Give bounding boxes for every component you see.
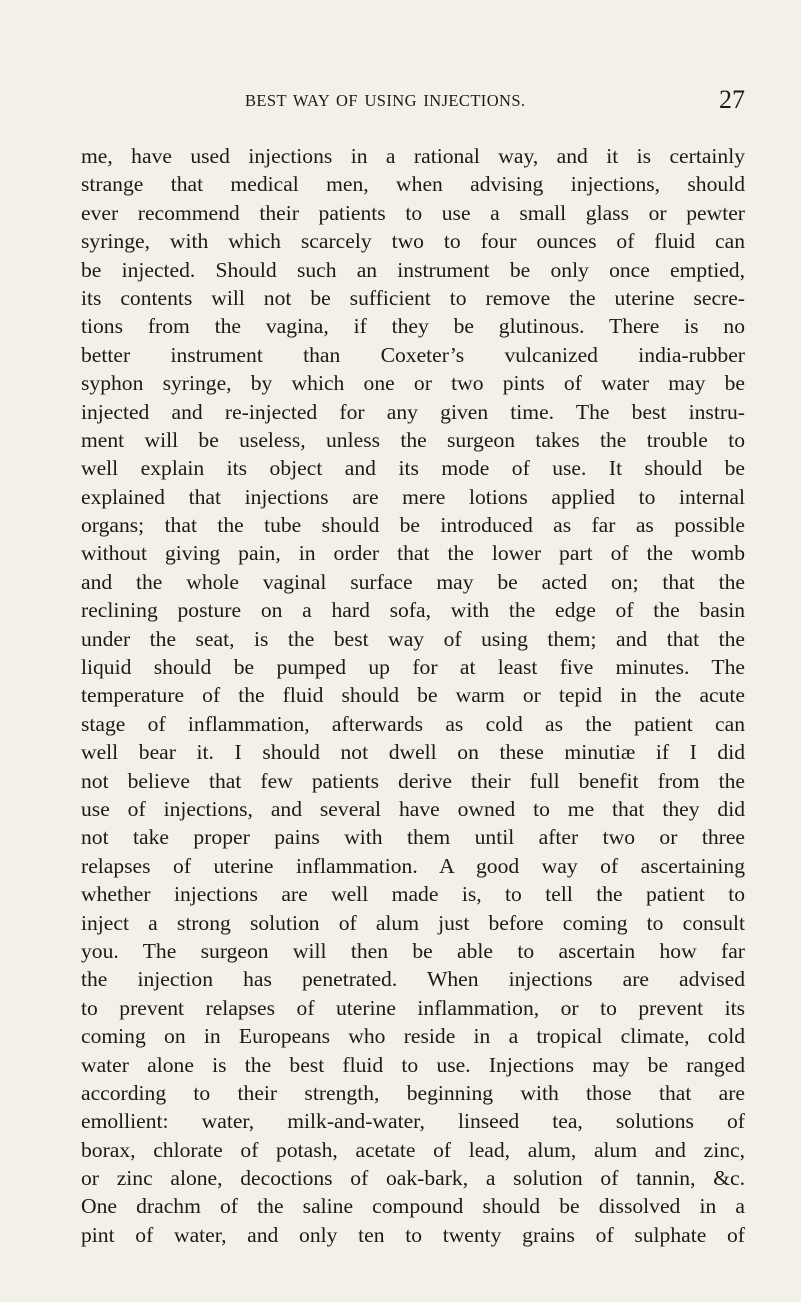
text-line: the injection has penetrated. When injections are advised [81, 967, 745, 992]
text-line: liquid should be pumped up for at least five minutes. The [81, 655, 745, 680]
text-line: organs; that the tube should be introduced as far as possible [81, 513, 745, 538]
text-line: whether injections are well made is, to tell the patient to [81, 882, 745, 907]
text-line: its contents will not be sufficient to remove the uterine secre- [81, 285, 745, 310]
text-line: coming on in Europeans who reside in a tropical climate, cold [81, 1024, 745, 1049]
running-title: BEST WAY OF USING INJECTIONS. [245, 91, 526, 110]
text-line: according to their strength, beginning with those that are [81, 1080, 745, 1105]
text-line: syringe, with which scarcely two to four ounces of fluid can [81, 229, 745, 254]
text-line: relapses of uterine inflammation. A good way of ascertaining [81, 853, 745, 878]
text-line: injected and re-injected for any given time. The best instru- [81, 399, 745, 424]
page-header [245, 85, 745, 121]
text-line: borax, chlorate of potash, acetate of lead, alum, alum and zinc, [81, 1137, 745, 1162]
text-line: to prevent relapses of uterine inflammation, or to prevent its [81, 995, 745, 1020]
text-line: ever recommend their patients to use a small glass or pewter [81, 200, 745, 225]
text-line: you. The surgeon will then be able to ascertain how far [81, 938, 745, 963]
text-line: strange that medical men, when advising injections, should [81, 172, 745, 197]
text-line: use of injections, and several have owned to me that they did [81, 796, 745, 821]
text-line: inject a strong solution of alum just before coming to consult [81, 910, 745, 935]
text-line: pint of water, and only ten to twenty grains of sulphate of [81, 1222, 745, 1247]
page-number: 27 [719, 85, 745, 114]
text-line: not take proper pains with them until after two or three [81, 825, 745, 850]
text-line: temperature of the fluid should be warm or tepid in the acute [81, 683, 745, 708]
text-line: tions from the vagina, if they be glutinous. There is no [81, 314, 745, 339]
text-line: well bear it. I should not dwell on these minutiæ if I did [81, 740, 745, 765]
text-line: or zinc alone, decoctions of oak-bark, a solution of tannin, &c. [81, 1166, 745, 1191]
text-line: emollient: water, milk-and-water, linseed tea, solutions of [81, 1109, 745, 1134]
text-line: not believe that few patients derive their full benefit from the [81, 768, 745, 793]
text-line: One drachm of the saline compound should be dissolved in a [81, 1194, 745, 1219]
text-line: me, have used injections in a rational way, and it is certainly [81, 144, 745, 168]
text-line: without giving pain, in order that the lower part of the womb [81, 541, 745, 566]
text-line: stage of inflammation, afterwards as cold as the patient can [81, 711, 745, 736]
text-line: explained that injections are mere lotions applied to internal [81, 484, 745, 509]
text-line: and the whole vaginal surface may be acted on; that the [81, 569, 745, 594]
text-line: well explain its object and its mode of use. It should be [81, 456, 745, 481]
text-line: be injected. Should such an instrument be only once emptied, [81, 257, 745, 282]
text-line: ment will be useless, unless the surgeon takes the trouble to [81, 427, 745, 452]
text-line: under the seat, is the best way of using them; and that the [81, 626, 745, 651]
text-line: better instrument than Coxeter’s vulcanized india-rubber [81, 342, 745, 367]
text-line: water alone is the best fluid to use. Injections may be ranged [81, 1052, 745, 1077]
text-line: reclining posture on a hard sofa, with the edge of the basin [81, 598, 745, 623]
body-text [81, 142, 745, 1249]
text-line: syphon syringe, by which one or two pints of water may be [81, 371, 745, 396]
